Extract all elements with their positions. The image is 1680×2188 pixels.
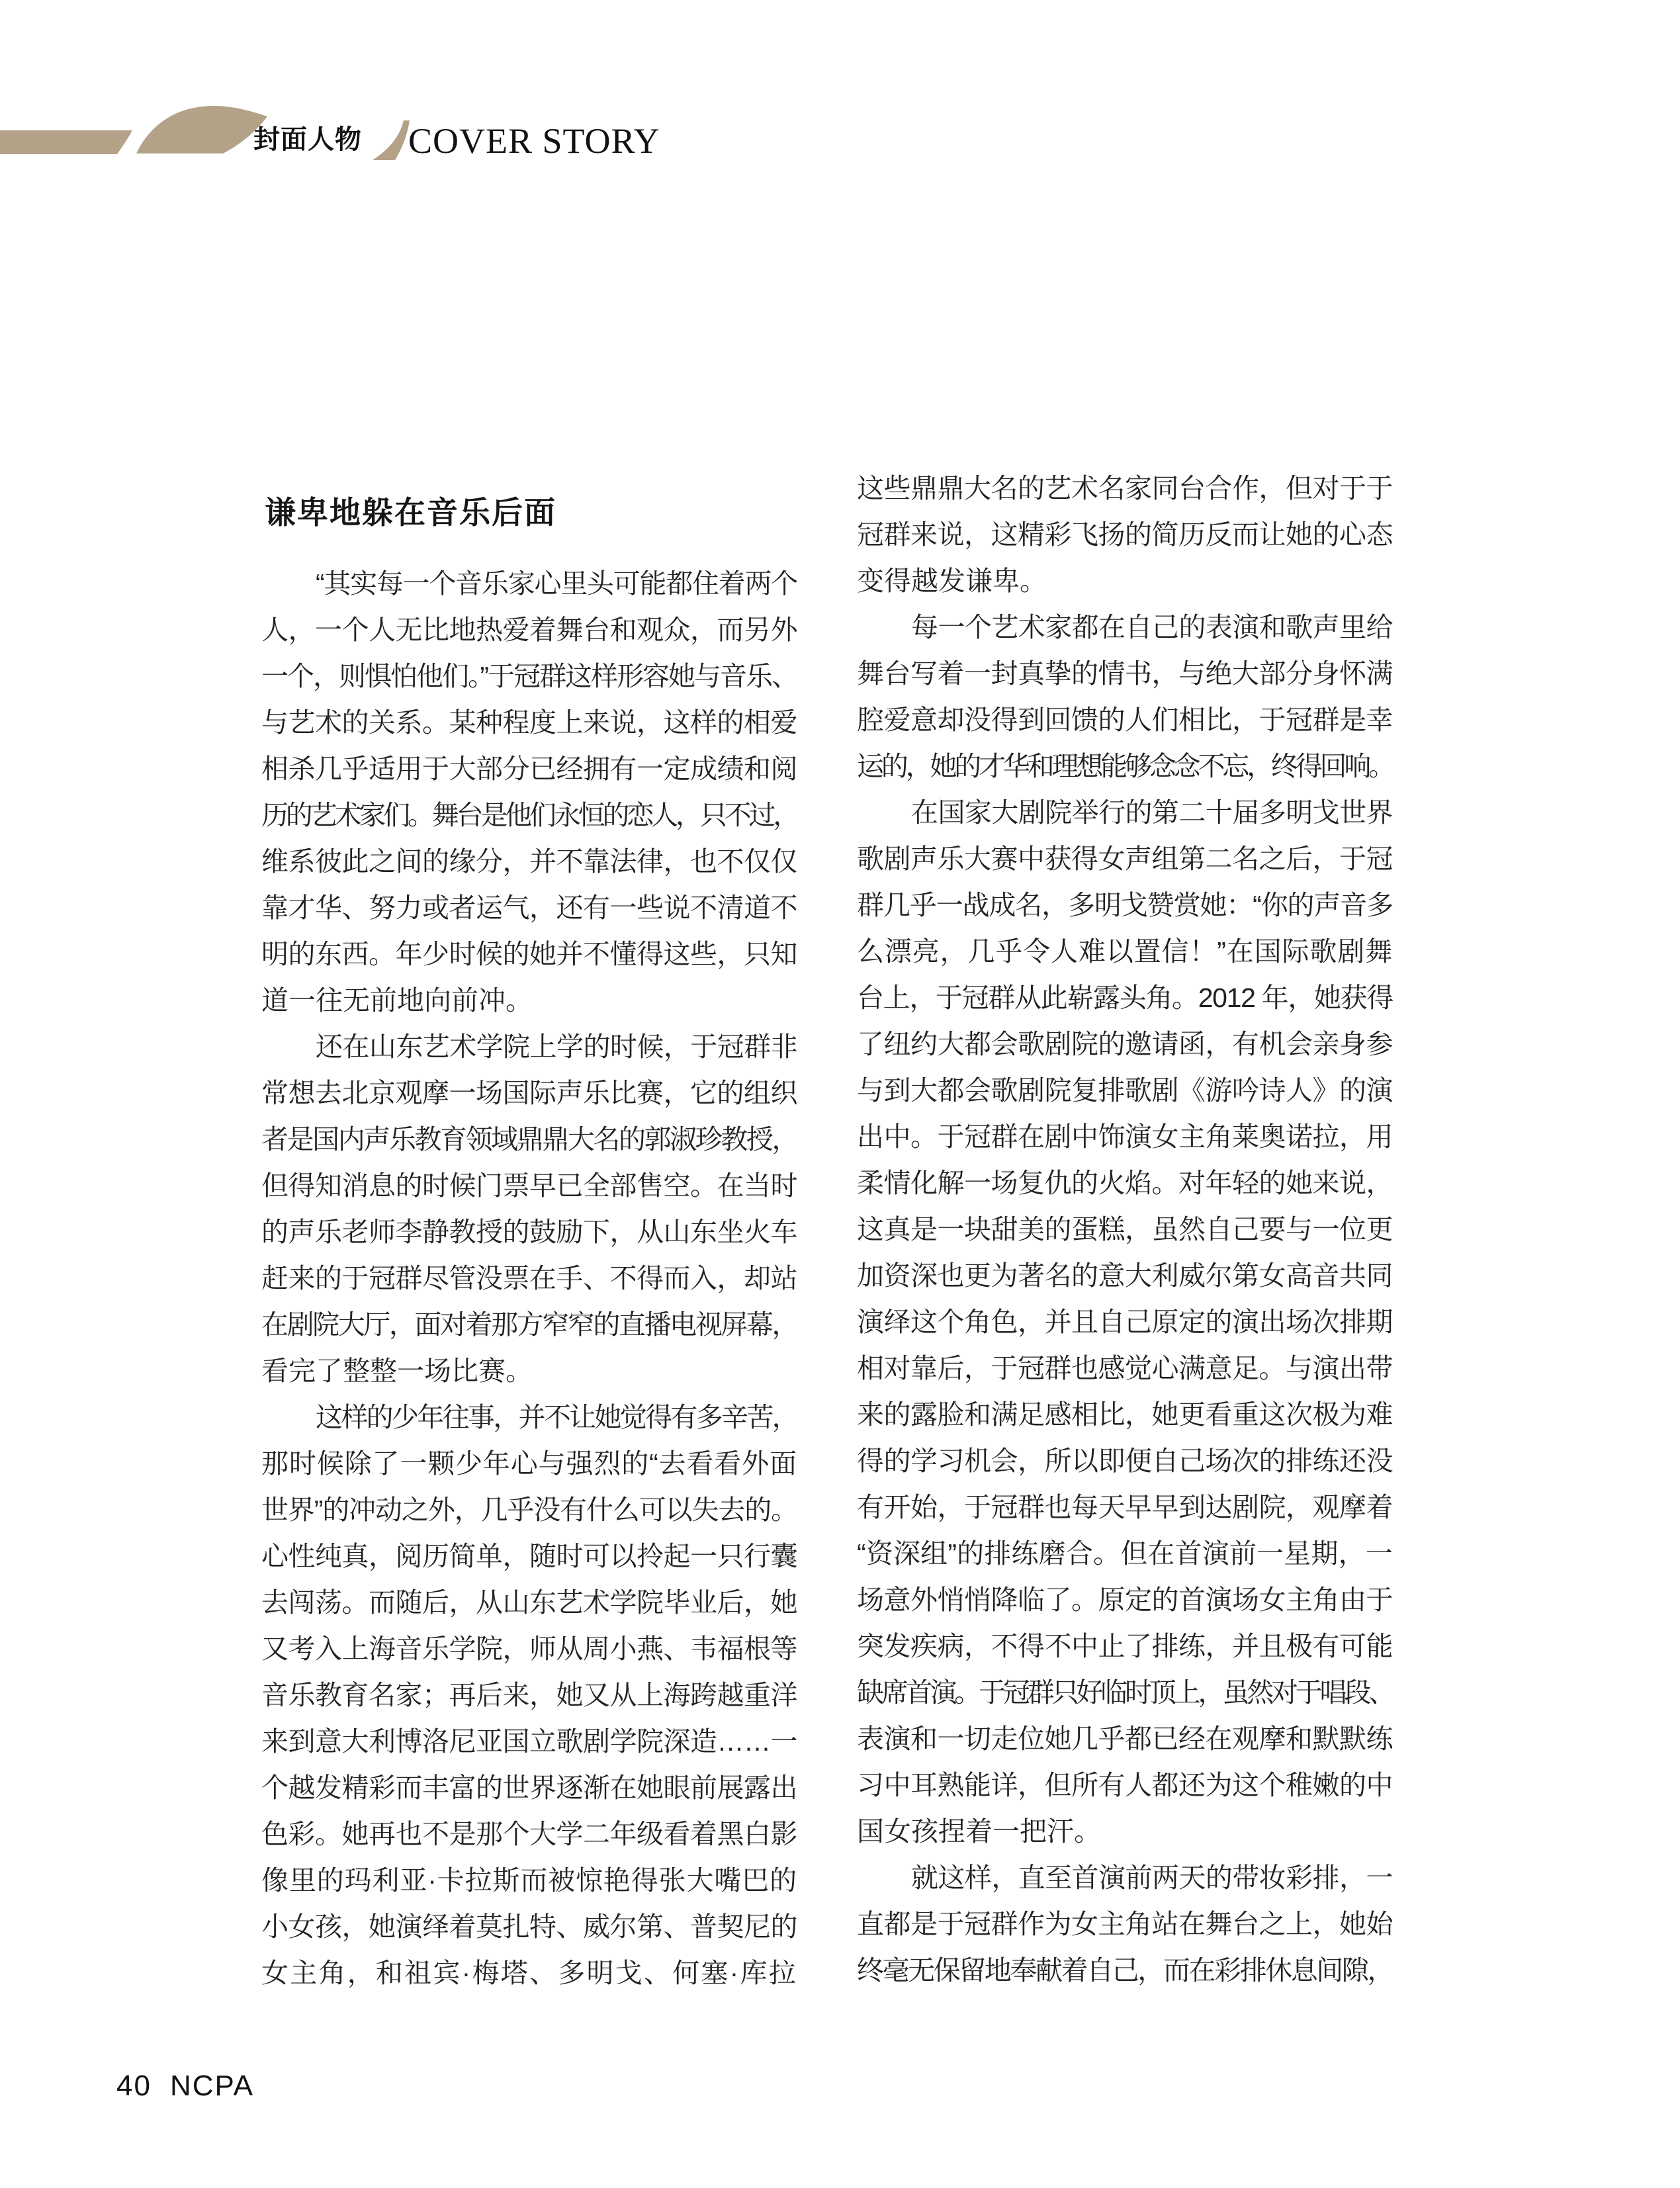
- text-line: 终毫无保留地奉献着自己，而在彩排休息间隙，: [857, 1955, 1393, 1986]
- text-line: 心性纯真，阅历简单，随时可以拎起一只行囊: [261, 1541, 797, 1571]
- text-line: 就这样，直至首演前两天的带妆彩排，一: [911, 1862, 1393, 1893]
- text-line: 常想去北京观摩一场国际声乐比赛，它的组织: [261, 1078, 797, 1108]
- text-line: 女主角，和祖宾·梅塔、多明戈、何塞·库拉: [261, 1958, 797, 1988]
- page-footer: [116, 2070, 254, 2103]
- text-line: 音乐教育名家；再后来，她又从上海跨越重洋: [261, 1680, 797, 1710]
- text-line: 这真是一块甜美的蛋糕，虽然自己要与一位更: [857, 1214, 1393, 1245]
- text-line: 去闯荡。而随后，从山东艺术学院毕业后，她: [261, 1587, 797, 1618]
- text-line: 得的学习机会，所以即便自己场次的排练还没: [857, 1446, 1393, 1476]
- article-column-left: [261, 560, 797, 1996]
- text-line: 与到大都会歌剧院复排歌剧《游吟诗人》的演: [857, 1075, 1393, 1106]
- text-line: 那时候除了一颗少年心与强烈的“去看看外面: [261, 1448, 797, 1479]
- text-line: 维系彼此之间的缘分，并不靠法律，也不仅仅: [261, 846, 797, 877]
- swoosh-icon: [373, 120, 410, 160]
- text-line: 缺席首演。于冠群只好临时顶上，虽然对于唱段、: [857, 1677, 1393, 1708]
- text-line: 与艺术的关系。某种程度上来说，这样的相爱: [261, 707, 797, 738]
- text-line: 加资深也更为著名的意大利威尔第女高音共同: [857, 1260, 1393, 1291]
- text-line: 个越发精彩而丰富的世界逐渐在她眼前展露出: [261, 1772, 797, 1803]
- text-line: 小女孩，她演绎着莫扎特、威尔第、普契尼的: [261, 1911, 797, 1942]
- text-line: 歌剧声乐大赛中获得女声组第二名之后，于冠: [857, 844, 1393, 874]
- text-line: 道一往无前地向前冲。: [261, 985, 533, 1016]
- text-line: 在国家大剧院举行的第二十届多明戈世界: [911, 797, 1393, 828]
- text-line: 来的露脸和满足感相比，她更看重这次极为难: [857, 1399, 1393, 1430]
- text-line: 场意外悄悄降临了。原定的首演场女主角由于: [857, 1585, 1393, 1615]
- text-line: “其实每一个音乐家心里头可能都住着两个: [316, 568, 797, 599]
- text-line: 者是国内声乐教育领域鼎鼎大名的郭淑珍教授，: [261, 1124, 797, 1155]
- text-line: 冠群来说，这精彩飞扬的简历反而让她的心态: [857, 519, 1393, 550]
- article-heading: 谦卑地躲在音乐后面: [265, 495, 556, 530]
- leaf-icon: [136, 106, 267, 153]
- text-line: 在剧院大厅，面对着那方窄窄的直播电视屏幕，: [261, 1309, 797, 1340]
- text-line: “资深组”的排练磨合。但在首演前一星期，一: [857, 1538, 1393, 1569]
- text-line: 像里的玛利亚·卡拉斯而被惊艳得张大嘴巴的: [261, 1865, 797, 1896]
- text-line: 运的，她的才华和理想能够念念不忘，终得回响。: [857, 751, 1393, 781]
- text-line: 色彩。她再也不是那个大学二年级看着黑白影: [261, 1819, 797, 1849]
- article-column-right: [857, 465, 1393, 1993]
- text-line: 了纽约大都会歌剧院的邀请函，有机会亲身参: [857, 1029, 1393, 1059]
- text-line: 来到意大利博洛尼亚国立歌剧学院深造……一: [261, 1726, 797, 1757]
- text-line: 群几乎一战成名，多明戈赞赏她：“你的声音多: [857, 890, 1393, 920]
- text-line: 看完了整整一场比赛。: [261, 1356, 533, 1386]
- text-line: 相对靠后，于冠群也感觉心满意足。与演出带: [857, 1353, 1393, 1383]
- text-line: 人，一个人无比地热爱着舞台和观众，而另外: [261, 615, 797, 645]
- text-line: 的声乐老师李静教授的鼓励下，从山东坐火车: [261, 1217, 797, 1247]
- text-line: 这样的少年往事，并不让她觉得有多辛苦，: [316, 1402, 797, 1432]
- text-line: 相杀几乎适用于大部分已经拥有一定成绩和阅: [261, 754, 797, 784]
- text-line: 赶来的于冠群尽管没票在手、不得而入，却站: [261, 1263, 797, 1293]
- text-line: 舞台写着一封真挚的情书，与绝大部分身怀满: [857, 658, 1393, 689]
- text-line: 么漂亮，几乎令人难以置信！”在国际歌剧舞: [857, 936, 1393, 967]
- text-line: 历的艺术家们。舞台是他们永恒的恋人，只不过，: [261, 800, 797, 830]
- text-line: 这些鼎鼎大名的艺术名家同台合作，但对于于: [857, 473, 1393, 503]
- text-line: 演绎这个角色，并且自己原定的演出场次排期: [857, 1307, 1393, 1337]
- text-line: 每一个艺术家都在自己的表演和歌声里给: [911, 612, 1393, 642]
- text-line: 直都是于冠群作为女主角站在舞台之上，她始: [857, 1909, 1393, 1939]
- text-line: 习中耳熟能详，但所有人都还为这个稚嫩的中: [857, 1770, 1393, 1800]
- text-line: 世界”的冲动之外，几乎没有什么可以失去的。: [261, 1495, 797, 1525]
- text-line: 腔爱意却没得到回馈的人们相比，于冠群是幸: [857, 705, 1393, 735]
- text-line: 表演和一切走位她几乎都已经在观摩和默默练: [857, 1724, 1393, 1754]
- page-number: 40: [116, 2070, 152, 2102]
- text-line: 台上，于冠群从此崭露头角。2012 年，她获得: [857, 983, 1393, 1013]
- text-line: 国女孩捏着一把汗。: [857, 1816, 1101, 1847]
- text-line: 突发疾病，不得不中止了排练，并且极有可能: [857, 1631, 1393, 1661]
- text-line: 变得越发谦卑。: [857, 566, 1047, 596]
- text-line: 靠才华、努力或者运气，还有一些说不清道不: [261, 893, 797, 923]
- text-line: 柔情化解一场复仇的火焰。对年轻的她来说，: [857, 1168, 1393, 1198]
- text-line: 但得知消息的时候门票早已全部售空。在当时: [261, 1170, 797, 1201]
- text-line: 有开始，于冠群也每天早早到达剧院，观摩着: [857, 1492, 1393, 1522]
- text-line: 又考入上海音乐学院，师从周小燕、韦福根等: [261, 1634, 797, 1664]
- section-title-en: COVER STORY: [408, 121, 660, 161]
- text-line: 明的东西。年少时候的她并不懂得这些，只知: [261, 939, 797, 969]
- header-artwork: [0, 99, 794, 179]
- text-line: 出中。于冠群在剧中饰演女主角莱奥诺拉，用: [857, 1121, 1393, 1152]
- header-bar: [0, 130, 132, 154]
- section-title-cn: 封面人物: [253, 125, 362, 154]
- text-line: 还在山东艺术学院上学的时候，于冠群非: [316, 1031, 797, 1062]
- text-line: 一个，则惧怕他们。”于冠群这样形容她与音乐、: [261, 661, 797, 691]
- brand-name: NCPA: [169, 2070, 254, 2102]
